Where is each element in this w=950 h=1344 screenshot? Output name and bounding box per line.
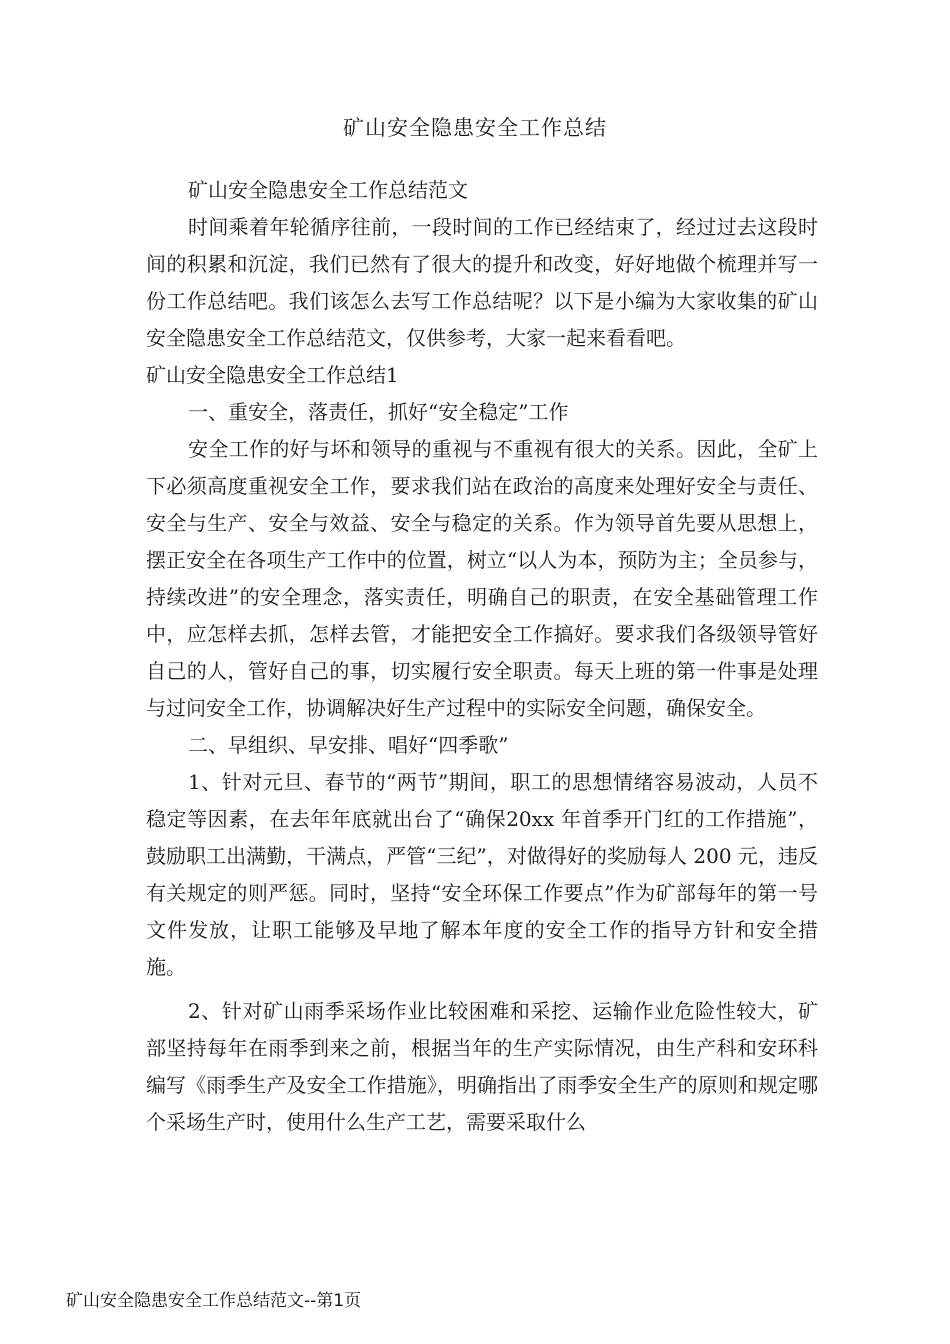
- subsection-heading-2: 二、早组织、早安排、唱好“四季歌”: [188, 733, 509, 757]
- paragraph-item-1: 1、针对元旦、春节的“两节”期间，职工的思想情绪容易波动，人员不稳定等因素，在去年年底就出台了“确保20xx 年首季开门红的工作措施”，鼓励职工出满勤，干满点，严管“三纪”，对做得好的奖励每人 200 元，违反有关规定的则严惩。同时，坚持“安全环保工作要点”作为矿部每年的第一号文件发放，让职工能够及早地了解本年度的安全工作的指导方针和安全措施。: [146, 770, 818, 979]
- subsection-heading-1: 一、重安全，落责任，抓好“安全稳定”工作: [188, 400, 569, 424]
- paragraph-safety: 安全工作的好与坏和领导的重视与不重视有很大的关系。因此，全矿上下必须高度重视安全工作，要求我们站在政治的高度来处理好安全与责任、安全与生产、安全与效益、安全与稳定的关系。作为领导首先要从思想上，摆正安全在各项生产工作中的位置，树立“以人为本，预防为主；全员参与，持续改进”的安全理念，落实责任，明确自己的职责，在安全基础管理工作中，应怎样去抓，怎样去管，才能把安全工作搞好。要求我们各级领导管好自己的人，管好自己的事，切实履行安全职责。每天上班的第一件事是处理与过问安全工作，协调解决好生产过程中的实际安全问题，确保安全。: [146, 437, 818, 720]
- paragraph-intro: 时间乘着年轮循序往前，一段时间的工作已经结束了，经过过去这段时间的积累和沉淀，我们已然有了很大的提升和改变，好好地做个梳理并写一份工作总结吧。我们该怎么去写工作总结呢？以下是小编为大家收集的矿山安全隐患安全工作总结范文，仅供参考，大家一起来看看吧。: [146, 215, 818, 350]
- document-title: 矿山安全隐患安全工作总结: [343, 116, 607, 140]
- section-heading: 矿山安全隐患安全工作总结1: [146, 363, 399, 387]
- paragraph-item-2: 2、针对矿山雨季采场作业比较困难和采挖、运输作业危险性较大，矿部坚持每年在雨季到来之前，根据当年的生产实际情况，由生产科和安环科编写《雨季生产及安全工作措施》，明确指出了雨季安全生产的原则和规定哪个采场生产时，使用什么生产工艺，需要采取什么: [146, 999, 818, 1134]
- document-body: [146, 172, 818, 1141]
- page-footer: 矿山安全隐患安全工作总结范文--第1页: [66, 1291, 362, 1311]
- paragraph-subtitle: 矿山安全隐患安全工作总结范文: [188, 178, 468, 202]
